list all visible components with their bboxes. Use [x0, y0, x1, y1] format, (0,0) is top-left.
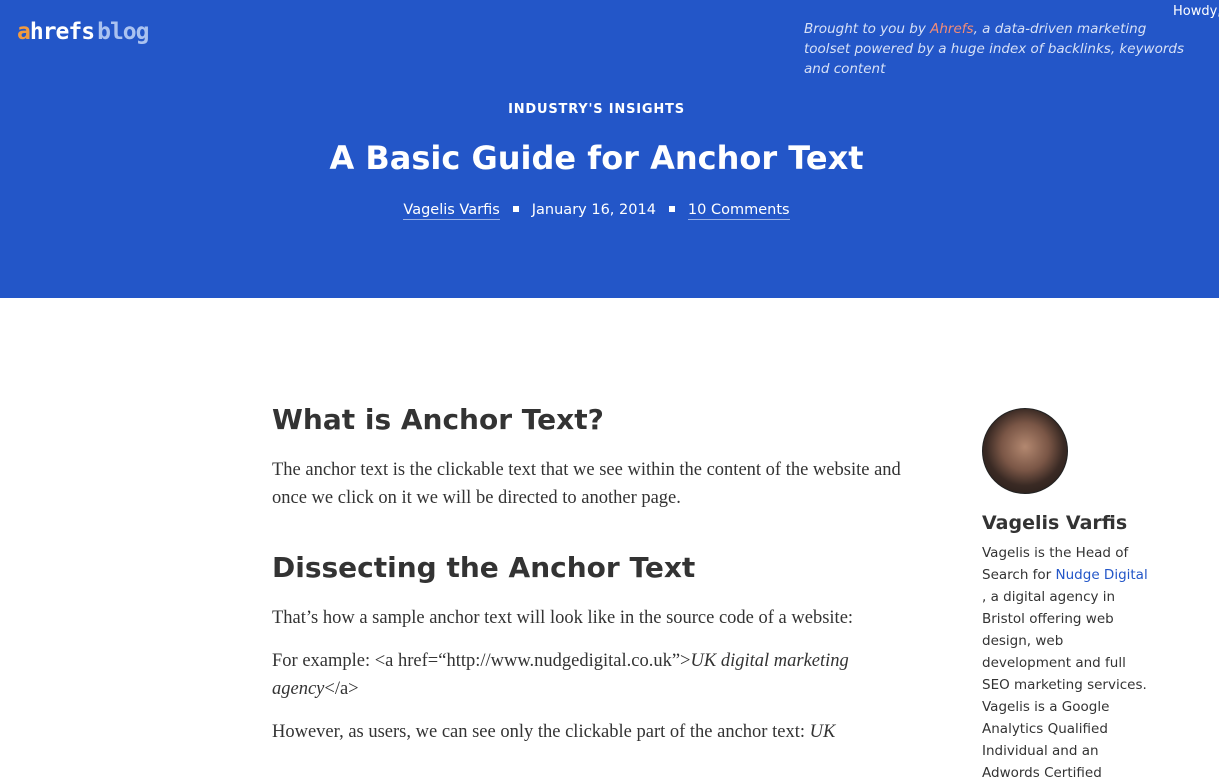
author-avatar	[982, 408, 1068, 494]
tagline-suffix: , a data-driven marketing toolset powered by a huge index of backlinks, keywords and content	[804, 21, 1184, 77]
paragraph-example	[272, 647, 932, 703]
example-anchor-text: UK digital marketing agency	[272, 651, 849, 699]
ahrefs-link[interactable]: Ahrefs	[930, 21, 974, 37]
logo-hrefs: hrefs	[29, 19, 95, 45]
paragraph	[272, 718, 932, 746]
paragraph-emphasis: UK	[809, 722, 836, 742]
example-code-open: For example: <a href=“http://www.nudgedigital.co.uk”>	[272, 651, 691, 671]
comments-link[interactable]: 10 Comments	[687, 202, 790, 218]
section-heading: What is Anchor Text?	[272, 403, 604, 436]
section-heading: Dissecting the Anchor Text	[272, 551, 696, 584]
author-link[interactable]: Vagelis Varfis	[403, 202, 500, 218]
paragraph-text: However, as users, we can see only the clickable part of the anchor text:	[272, 722, 810, 742]
bio-text: , a digital agency in Bristol offering web design, web development and full SEO marketing services. Vagelis is a Google Analytics Qualified Individual and an Adwords Certified	[982, 589, 1147, 781]
howdy-user-menu[interactable]: Howdy,	[1173, 4, 1221, 19]
page-title: A Basic Guide for Anchor Text	[329, 139, 864, 177]
publish-date: January 16, 2014	[531, 202, 656, 218]
logo-blog: blog	[97, 19, 149, 45]
nudge-digital-link[interactable]: Nudge Digital	[1055, 567, 1148, 583]
meta-separator	[513, 206, 519, 212]
example-code-close: </a>	[324, 679, 359, 699]
article-body	[272, 398, 932, 746]
tagline	[804, 19, 1184, 79]
meta-separator	[669, 206, 675, 212]
tagline-prefix: Brought to you by	[804, 21, 931, 37]
header-banner	[0, 0, 1219, 298]
article-meta	[0, 199, 1193, 221]
logo-letter-a: a	[17, 19, 30, 45]
category-link[interactable]: INDUSTRY'S INSIGHTS	[508, 102, 685, 117]
author-name: Vagelis Varfis	[982, 512, 1128, 534]
author-sidebar	[982, 408, 1172, 784]
bio-text: Vagelis is the Head of Search for	[982, 545, 1129, 583]
author-bio	[982, 542, 1154, 784]
ahrefs-blog-logo[interactable]	[17, 18, 149, 46]
paragraph: That’s how a sample anchor text will look like in the source code of a website:	[272, 608, 854, 628]
paragraph: The anchor text is the clickable text that we see within the content of the website and once we click on it we will be directed to another page.	[272, 460, 901, 508]
